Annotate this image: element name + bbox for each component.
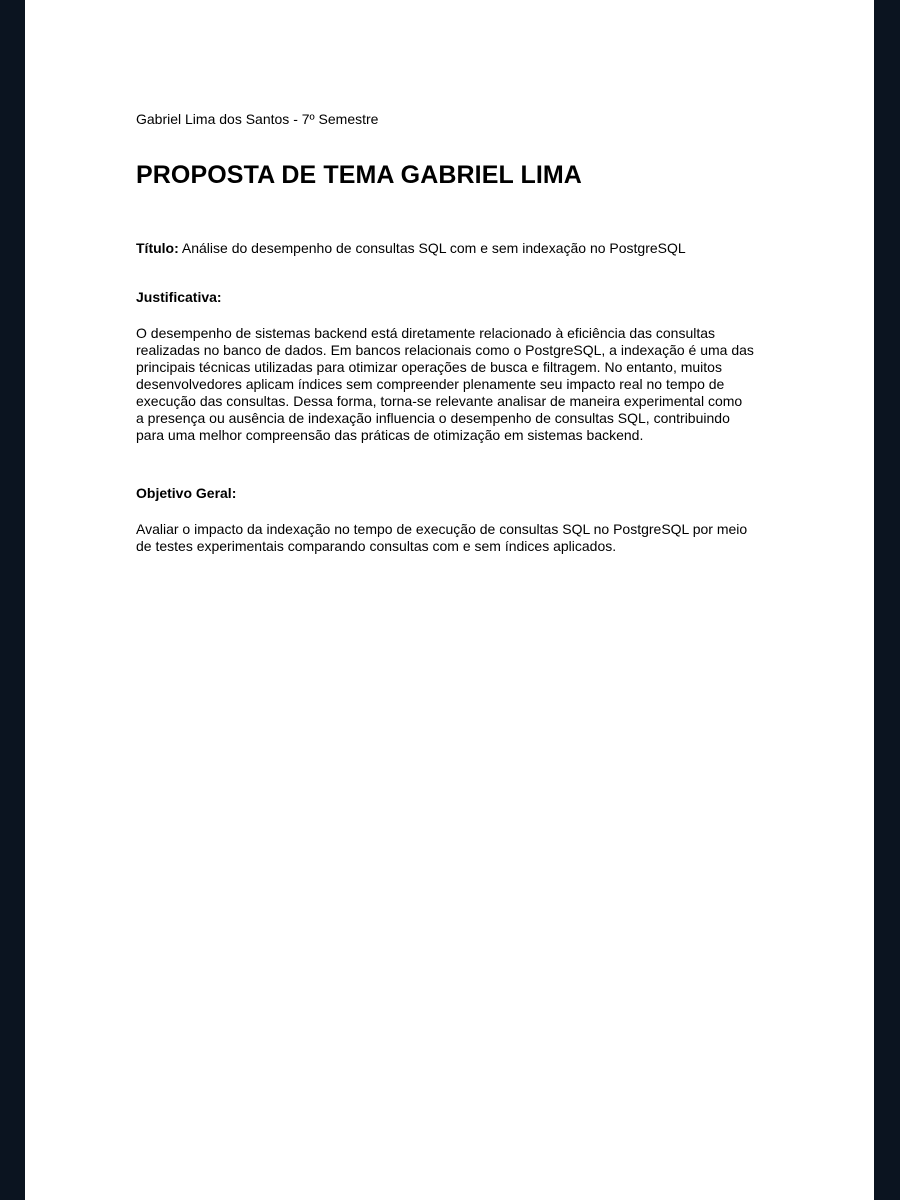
title-line — [136, 240, 776, 257]
objetivo-line: de testes experimentais comparando consultas com e sem índices aplicados. — [136, 538, 617, 554]
document-heading: PROPOSTA DE TEMA GABRIEL LIMA — [136, 161, 582, 189]
justificativa-paragraph — [136, 325, 772, 444]
justificativa-line: principais técnicas utilizadas para otimizar operações de busca e filtragem. No entanto, muitos — [136, 359, 722, 375]
justificativa-line: desenvolvedores aplicam índices sem compreender plenamente seu impacto real no tempo de — [136, 376, 725, 392]
page-content — [136, 111, 776, 555]
justificativa-line: execução das consultas. Dessa forma, torna-se relevante analisar de maneira experimental como — [136, 393, 743, 409]
justificativa-line: para uma melhor compreensão das práticas de otimização em sistemas backend. — [136, 427, 644, 443]
objetivo-heading: Objetivo Geral: — [136, 485, 237, 501]
author-line: Gabriel Lima dos Santos - 7º Semestre — [136, 111, 379, 127]
justificativa-line: O desempenho de sistemas backend está diretamente relacionado à eficiência das consultas — [136, 325, 716, 341]
justificativa-line: realizadas no banco de dados. Em bancos relacionais como o PostgreSQL, a indexação é uma das — [136, 342, 754, 358]
justificativa-line: a presença ou ausência de indexação influencia o desempenho de consultas SQL, contribuindo — [136, 410, 730, 426]
objetivo-line: Avaliar o impacto da indexação no tempo de execução de consultas SQL no PostgreSQL por meio — [136, 521, 748, 537]
objetivo-paragraph — [136, 521, 772, 555]
document-page — [25, 0, 874, 1200]
justificativa-heading: Justificativa: — [136, 289, 222, 305]
title-label: Título: — [136, 240, 179, 256]
title-text: Análise do desempenho de consultas SQL com e sem indexação no PostgreSQL — [181, 240, 686, 256]
